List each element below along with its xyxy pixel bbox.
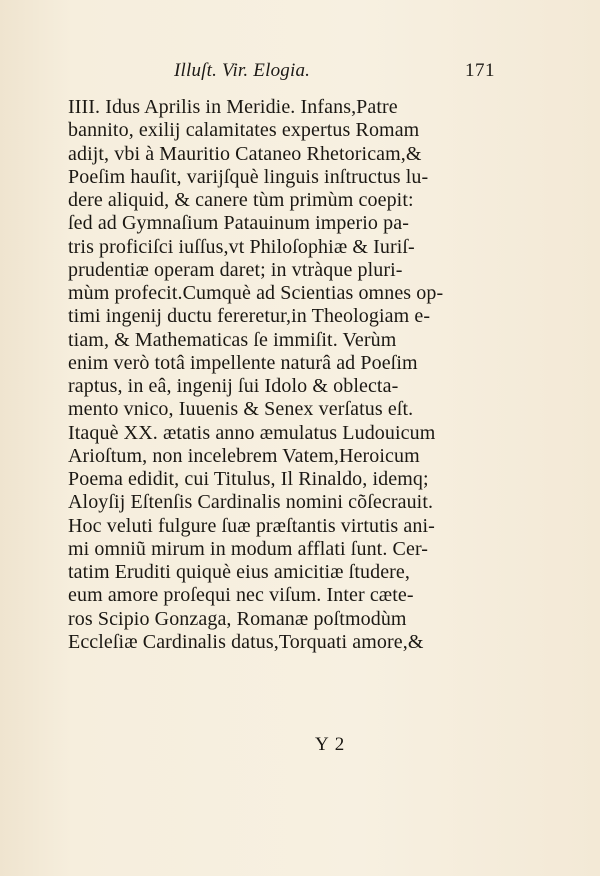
text-line: enim verò totâ impellente naturâ ad Poeſim (68, 351, 418, 374)
text-line: Arioſtum, non incelebrem Vatem,Heroicum (68, 444, 420, 467)
text-line: tatim Eruditi quiquè eius amicitiæ ſtudere, (68, 561, 411, 583)
text-line: mùm profecit.Cumquè ad Scientias omnes op- (68, 282, 444, 304)
text-line: mento vnico, Iuuenis & Senex verſatus eſt. (68, 398, 414, 421)
text-line: IIII. Idus Aprilis in Meridie. Infans,Patre (68, 96, 398, 118)
text-line: Poema edidit, cui Titulus, Il Rinaldo, idemq; (68, 468, 429, 490)
body-text (68, 96, 480, 654)
text-line: bannito, exilij calamitates expertus Romam (68, 119, 420, 142)
text-line: Poeſim hauſit, varijſquè linguis inſtructus lu- (68, 165, 429, 188)
text-line: Itaquè XX. ætatis anno æmulatus Ludouicum (68, 421, 436, 444)
text-line: mi omniũ mirum in modum afflati ſunt. Cer- (68, 537, 429, 560)
text-line: raptus, in eâ, ingenij ſui Idolo & oblecta- (68, 375, 399, 397)
text-line: Aloyſij Eſtenſis Cardinalis nomini cõſecrauit. (68, 491, 434, 514)
running-head: Illuſt. Vir. Elogia. (174, 60, 311, 81)
text-line: ros Scipio Gonzaga, Romanæ poſtmodùm (68, 607, 407, 630)
text-line: prudentiæ operam daret; in vtràque pluri- (68, 258, 403, 281)
text-line: Hoc veluti fulgure ſuæ præſtantis virtutis ani- (68, 514, 435, 537)
text-line: tiam, & Mathematicas ſe immiſit. Verùm (68, 328, 397, 351)
page-number: 171 (465, 60, 495, 81)
text-line: ſed ad Gymnaſium Patauinum imperio pa- (68, 212, 409, 235)
text-line: adijt, vbi à Mauritio Cataneo Rhetoricam,& (68, 142, 422, 165)
signature-mark: Y 2 (315, 734, 346, 755)
page-header (170, 60, 495, 86)
text-line: timi ingenij ductu fereretur,in Theologiam e- (68, 305, 431, 328)
text-line: tris proficiſci iuſſus,vt Philoſophiæ & Iuriſ- (68, 235, 415, 258)
text-line: dere aliquid, & canere tùm primùm coepit: (68, 189, 414, 211)
text-line: eum amore proſequi nec viſum. Inter cæte- (68, 584, 414, 607)
text-line: Eccleſiæ Cardinalis datus,Torquati amore,& (68, 630, 424, 653)
